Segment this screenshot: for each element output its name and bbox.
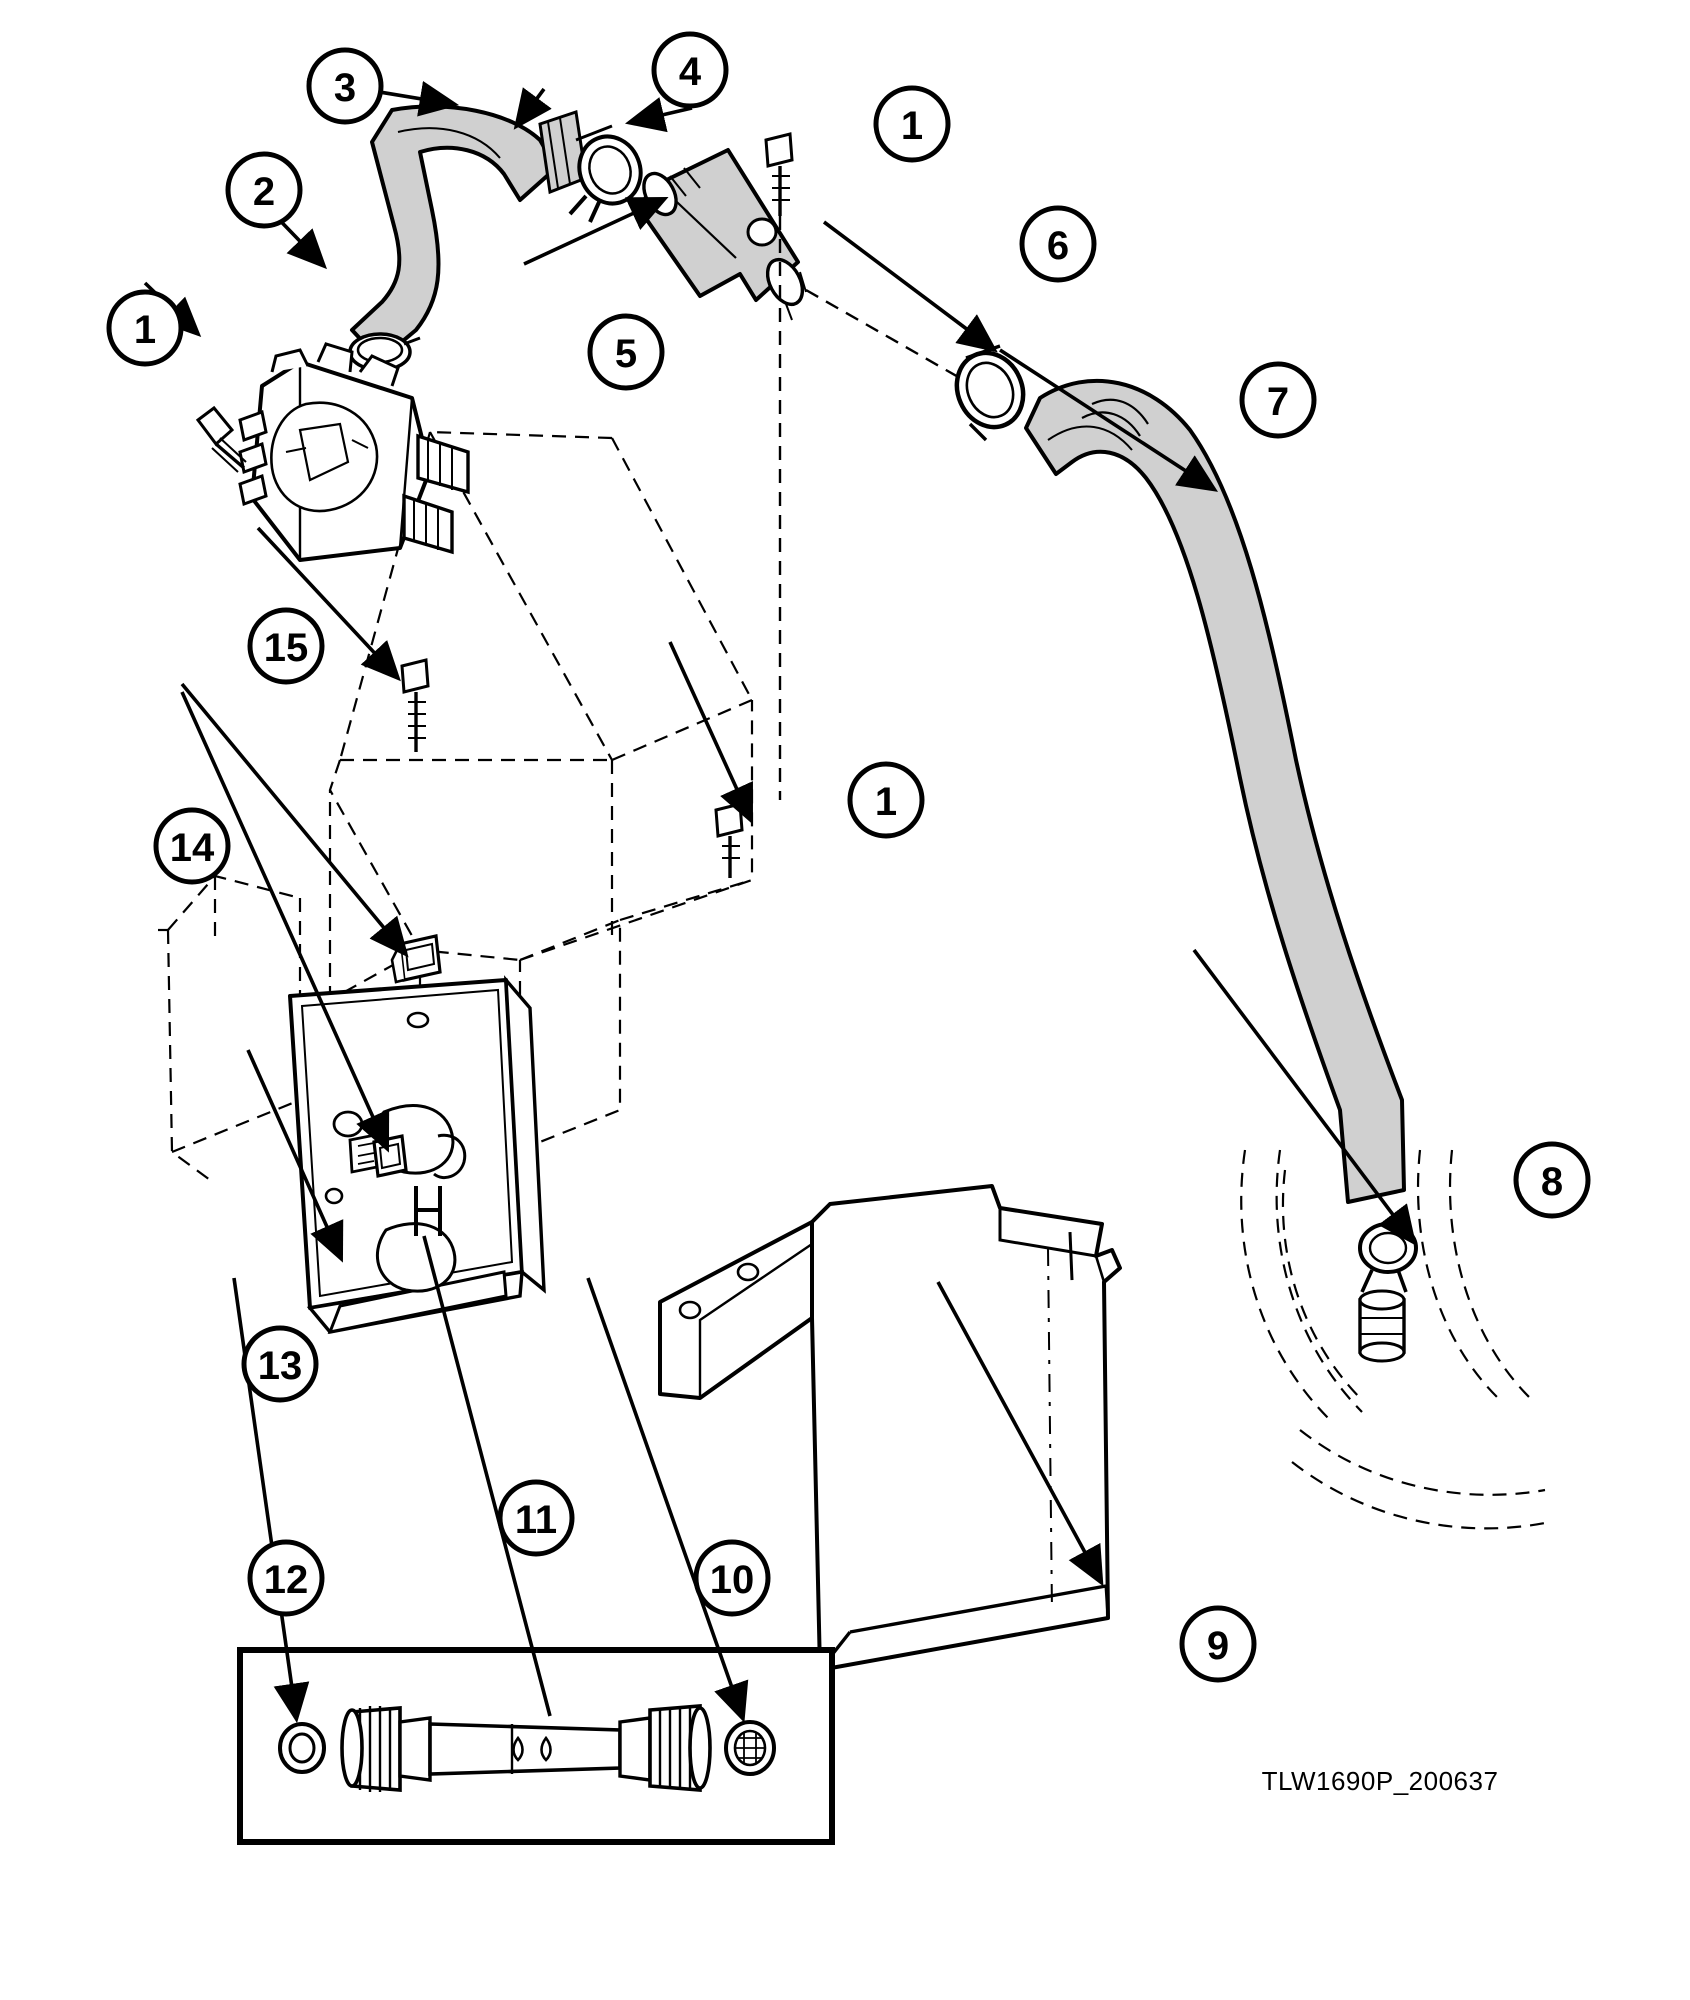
callout-6-label: 6 — [1046, 224, 1070, 268]
callout-2[interactable] — [228, 154, 300, 226]
callout-9-label: 9 — [1206, 1624, 1230, 1668]
part-1-screw-left — [198, 408, 246, 472]
callout-15[interactable] — [250, 610, 322, 682]
callout-1-left-label: 1 — [133, 308, 157, 352]
callout-1-top-label: 1 — [900, 104, 924, 148]
callout-1-top[interactable] — [876, 88, 948, 160]
callout-12-label: 12 — [263, 1558, 309, 1602]
part-1-screw-top — [766, 134, 792, 216]
callout-12[interactable] — [250, 1542, 322, 1614]
part-13-mounting-bracket-panel — [290, 980, 544, 1332]
callout-2-label: 2 — [252, 170, 276, 214]
water-inlet-valve-assembly — [240, 344, 468, 560]
callout-10[interactable] — [696, 1542, 768, 1614]
figure-code: TLW1690P_200637 — [1261, 1766, 1499, 1796]
callout-13-label: 13 — [257, 1344, 303, 1388]
drain-stub — [1360, 1291, 1404, 1361]
callout-8-label: 8 — [1540, 1160, 1564, 1204]
part-3-inlet-hose-upper — [352, 107, 556, 360]
part-6-hose-clamp-ring — [945, 342, 1034, 440]
callout-5[interactable] — [590, 316, 662, 388]
callout-3-label: 3 — [333, 66, 357, 110]
callout-3[interactable] — [309, 50, 381, 122]
callout-7-label: 7 — [1266, 380, 1290, 424]
callout-5-label: 5 — [614, 332, 638, 376]
callout-9[interactable] — [1182, 1608, 1254, 1680]
callout-4-label: 4 — [678, 50, 702, 94]
callout-14-label: 14 — [169, 826, 215, 870]
part-9-trough-flange — [660, 1222, 812, 1398]
callout-11-label: 11 — [514, 1498, 558, 1542]
callout-6[interactable] — [1022, 208, 1094, 280]
part-9-water-trough-guard — [812, 1186, 1120, 1670]
callout-1-mid[interactable] — [850, 764, 922, 836]
callout-14[interactable] — [156, 810, 228, 882]
callout-13[interactable] — [244, 1328, 316, 1400]
callout-11[interactable] — [500, 1482, 572, 1554]
hose-cuff-upper — [540, 112, 586, 192]
callout-7[interactable] — [1242, 364, 1314, 436]
alignment-line-tee-clamp — [806, 290, 960, 378]
part-14-retaining-clip-upper — [392, 936, 440, 982]
part-1-screw-mid — [716, 804, 742, 878]
part-15-screw-long — [402, 660, 428, 752]
callout-4[interactable] — [654, 34, 726, 106]
callout-8[interactable] — [1516, 1144, 1588, 1216]
callout-15-label: 15 — [263, 626, 309, 670]
part-10-hose-washer-screen — [726, 1722, 774, 1774]
part-12-hose-washer — [280, 1724, 324, 1772]
part-14-retaining-clip-lower — [374, 1136, 406, 1176]
part-7-fill-hose-lower — [1026, 381, 1404, 1202]
leader-lines — [145, 80, 1412, 1716]
callout-1-left[interactable] — [109, 292, 181, 364]
callout-1-mid-label: 1 — [874, 780, 898, 824]
callout-10-label: 10 — [709, 1558, 755, 1602]
